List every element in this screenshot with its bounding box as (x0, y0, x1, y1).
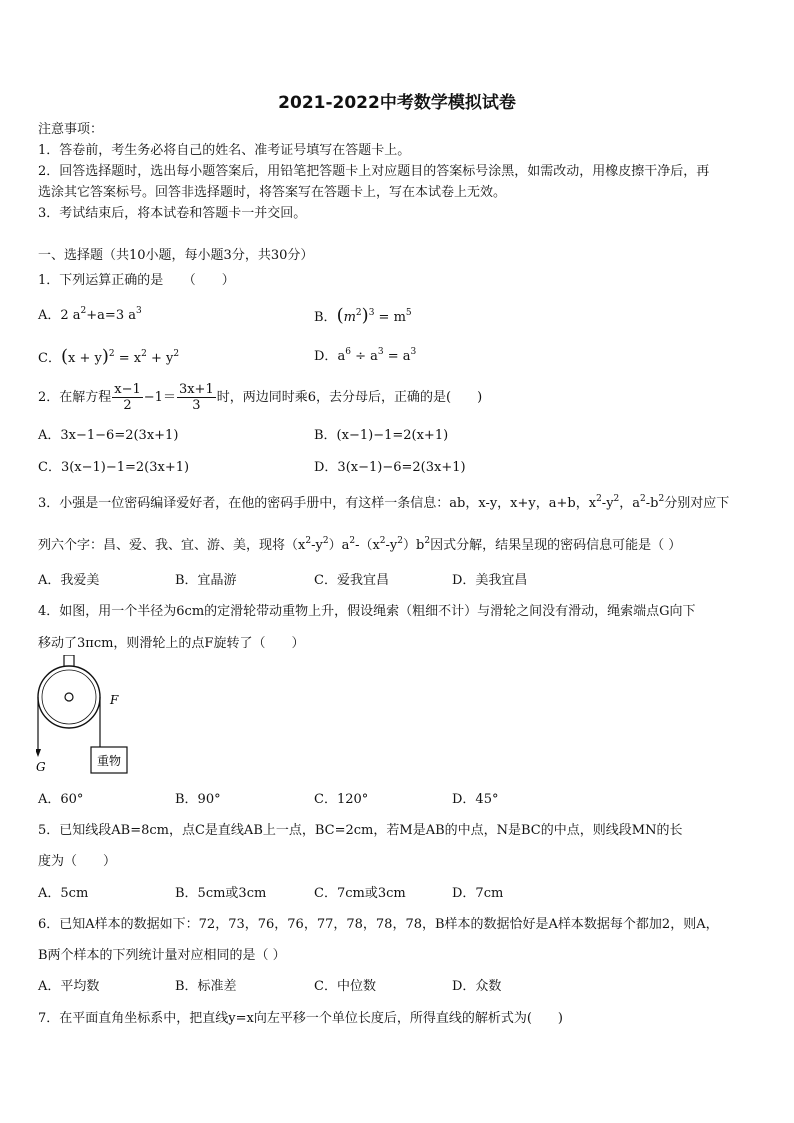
stem-text: −1＝ (143, 390, 176, 405)
q1-option-b[interactable] (314, 307, 412, 327)
notice-item-3: 3．考试结束后，将本试卷和答题卡一并交回。 (38, 206, 307, 221)
pulley-diagram (36, 655, 130, 779)
q2-option-c[interactable]: C．3(x−1)−1=2(3x+1) (38, 460, 190, 475)
point-f-label: F (110, 693, 119, 707)
q2-stem (38, 381, 482, 415)
pulley-figure (36, 655, 130, 783)
exponent: 2 (349, 536, 356, 546)
stem-text: -y (385, 538, 398, 553)
stem-text: 2．在解方程 (38, 390, 112, 405)
notice-heading: 注意事项： (38, 122, 104, 137)
q3-option-a[interactable]: A．我爱美 (38, 573, 100, 588)
q4-stem-line1: 4．如图，用一个半径为6cm的定滑轮带动重物上升，假设绳索（粗细不计）与滑轮之间没有滑动，绳索端点G向下 (38, 604, 696, 619)
q6-option-a[interactable]: A．平均数 (38, 979, 100, 994)
q2-option-a[interactable]: A．3x−1−6=2(3x+1) (38, 428, 179, 443)
q1-option-a[interactable] (38, 307, 142, 325)
q3-option-c[interactable]: C．爱我宜昌 (314, 573, 389, 588)
q1-option-d[interactable] (314, 348, 416, 366)
weight-label: 重物 (96, 754, 122, 768)
expr-part: m (343, 310, 356, 325)
exponent: 2 (80, 306, 87, 316)
stem-text: 因式分解，结果呈现的密码信息可能是（ ） (430, 538, 682, 553)
exponent: 2 (640, 494, 646, 504)
q5-option-a[interactable]: A．5cm (38, 886, 89, 901)
q3-option-d[interactable]: D．美我宜昌 (452, 573, 528, 588)
q7-stem-line1: 7．在平面直角坐标系中，把直线y=x向左平移一个单位长度后，所得直线的解析式为( ) (38, 1011, 563, 1026)
q4-option-a[interactable]: A．60° (38, 792, 84, 807)
stem-text: 时，两边同时乘6，去分母后，正确的是( ) (216, 390, 483, 405)
exponent: 2 (596, 494, 602, 504)
q1-stem: 1．下列运算正确的是 （ ） (38, 273, 235, 288)
option-label: C． (38, 351, 61, 366)
notice-item-1: 1．答卷前，考生务必将自己的姓名、准考证号填写在答题卡上。 (38, 143, 411, 158)
exponent: 2 (379, 536, 386, 546)
stem-text: -y (601, 496, 614, 511)
fraction (177, 382, 216, 413)
paren: ) (101, 346, 109, 367)
stem-text: -y (311, 538, 323, 553)
stem-text: ）b (403, 538, 425, 553)
exponent: 2 (173, 349, 180, 359)
exponent: 2 (397, 536, 404, 546)
stem-text: ，a (619, 496, 641, 511)
notice-item-2: 2．回答选择题时，选出每小题答案后，用铅笔把答题卡上对应题目的答案标号涂黑，如需改动，用橡皮擦干净后，再 (38, 164, 710, 179)
q6-stem-line1: 6．已知A样本的数据如下：72，73，76，76，77，78，78，78，B样本的数据恰好是A样本数据每个都加2，则A， (38, 917, 719, 932)
expr-part: = a (383, 349, 411, 364)
stem-text: 分别对应下 (664, 496, 730, 511)
exponent: 3 (368, 308, 375, 318)
page-title: 2021-2022中考数学模拟试卷 (278, 93, 516, 113)
exponent: 2 (658, 494, 665, 504)
notice-item-2-cont: 选涂其它答案标号。回答非选择题时，将答案写在答题卡上，写在本试卷上无效。 (38, 185, 507, 200)
q2-option-b[interactable]: B．(x−1)−1=2(x+1) (314, 428, 449, 443)
option-label: A． (38, 308, 61, 323)
fraction (112, 382, 143, 413)
q4-stem-line2: 移动了3πcm，则滑轮上的点F旋转了（ ） (38, 636, 305, 651)
exponent: 5 (405, 308, 412, 318)
expr-part: = x (114, 351, 142, 366)
q5-stem-line2: 度为（ ） (38, 854, 117, 869)
exponent: 2 (108, 349, 115, 359)
q3-stem-line1 (38, 495, 729, 513)
exponent: 3 (135, 306, 142, 316)
paren: ( (60, 346, 68, 367)
exponent: 2 (305, 536, 312, 546)
q5-stem-line1: 5．已知线段AB=8cm，点C是直线AB上一点，BC=2cm，若M是AB的中点，N是BC的中点，则线段MN的长 (38, 823, 683, 838)
q6-option-b[interactable]: B．标准差 (175, 979, 237, 994)
exponent: 2 (355, 308, 362, 318)
q1-option-c[interactable] (38, 348, 179, 368)
q4-option-c[interactable]: C．120° (314, 792, 369, 807)
stem-text: -（x (355, 538, 380, 553)
point-g-label: G (36, 760, 46, 774)
exponent: 3 (410, 347, 417, 357)
exponent: 6 (345, 347, 351, 357)
q6-option-d[interactable]: D．众数 (452, 979, 502, 994)
q2-option-d[interactable]: D．3(x−1)−6=2(3x+1) (314, 460, 466, 475)
exponent: 3 (377, 347, 384, 357)
section-heading: 一、选择题（共10小题，每小题3分，共30分） (38, 248, 314, 263)
denominator: 2 (123, 398, 132, 413)
paren: ( (336, 305, 344, 326)
stem-text: 列六个字：昌、爱、我、宜、游、美，现将（x (38, 538, 306, 553)
stem-text: 3．小强是一位密码编译爱好者，在他的密码手册中，有这样一条信息：ab，x-y，x+y，a+b，x (38, 496, 597, 511)
exponent: 2 (613, 494, 620, 504)
q5-option-b[interactable]: B．5cm或3cm (175, 886, 267, 901)
expr-part: + y (146, 351, 174, 366)
numerator: 3x+1 (178, 382, 214, 397)
q4-option-d[interactable]: D．45° (452, 792, 499, 807)
numerator: x−1 (114, 382, 141, 397)
q5-option-d[interactable]: D．7cm (452, 886, 504, 901)
exponent: 2 (322, 536, 329, 546)
pulley-hub (65, 693, 73, 701)
q6-option-c[interactable]: C．中位数 (314, 979, 376, 994)
exponent: 2 (424, 536, 431, 546)
expr-part: 2 a (60, 308, 81, 323)
q4-option-b[interactable]: B．90° (175, 792, 221, 807)
stem-text: -b (645, 496, 659, 511)
option-label: D． (314, 349, 338, 364)
stem-text: ）a (328, 538, 350, 553)
expr-part: x + y (67, 351, 102, 366)
q5-option-c[interactable]: C．7cm或3cm (314, 886, 406, 901)
expr-part: = m (374, 310, 406, 325)
q3-option-b[interactable]: B．宜晶游 (175, 573, 237, 588)
arrow-down-icon (36, 749, 41, 757)
expr-part: ÷ a (350, 349, 378, 364)
paren: ) (361, 305, 369, 326)
option-label: B． (314, 310, 337, 325)
exponent: 2 (141, 349, 147, 359)
expr-part: a (337, 349, 346, 364)
q6-stem-line2: B两个样本的下列统计量对应相同的是（ ） (38, 948, 286, 963)
denominator: 3 (192, 398, 201, 413)
q3-stem-line2 (38, 537, 681, 555)
expr-part: +a=3 a (86, 308, 136, 323)
